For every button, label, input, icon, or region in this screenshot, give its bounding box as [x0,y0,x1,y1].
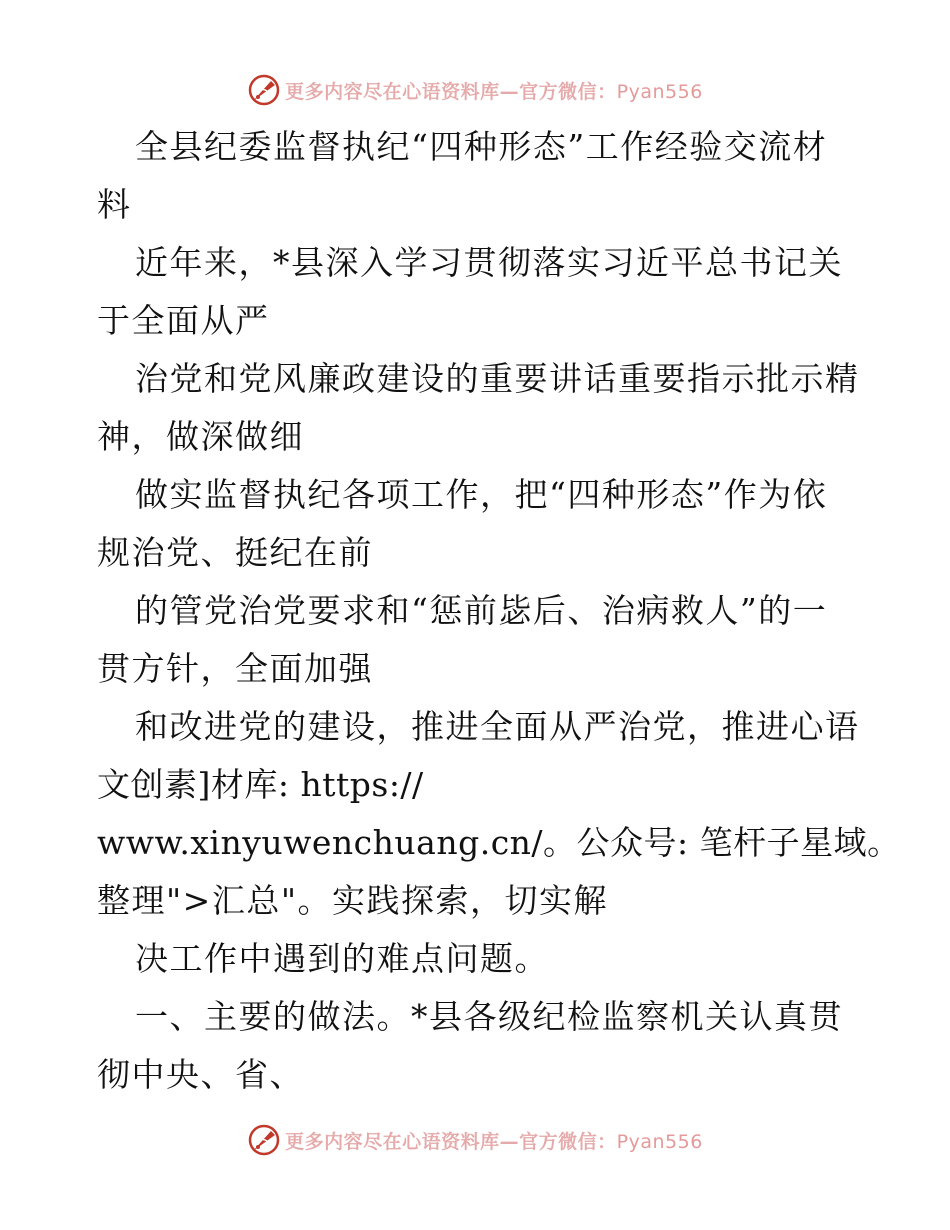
paragraph-line: 整理">汇总"。实践探索，切实解 [97,881,609,920]
watermark-id: Pyan556 [616,1130,703,1153]
paragraph-line: 治党和党风廉政建设的重要讲话重要指示批示精 [135,359,860,398]
paragraph-line: www.xinyuwenchuang.cn/。公众号: 笔杆子星域。 [97,823,901,862]
document-title-line-1: 全县纪委监督执纪“四种形态”工作经验交流材 [135,127,828,166]
watermark-text: 更多内容尽在心语资料库—官方微信：Pyan556 [285,1130,703,1153]
paragraph-line: 做实监督执纪各项工作，把“四种形态”作为依 [135,475,828,514]
paragraph-line: 文创素]材库: https:// [97,765,424,804]
watermark-header [0,68,950,112]
quill-logo-icon [247,1123,281,1157]
document-body [97,118,901,1104]
paragraph-line: 彻中央、省、 [97,1055,304,1094]
paragraph-line: 于全面从严 [97,301,270,340]
paragraph-line: 的管党治党要求和“惩前毖后、治病救人”的一 [135,591,828,630]
paragraph-line: 贯方针，全面加强 [97,649,373,688]
paragraph-line: 和改进党的建设，推进全面从严治党，推进心语 [135,707,860,746]
paragraph-line: 近年来，*县深入学习贯彻落实习近平总书记关 [135,243,843,282]
paragraph-line: 神，做深做细 [97,417,304,456]
watermark-footer [0,1118,950,1162]
watermark-id: Pyan556 [616,80,703,103]
section-heading-line: 一、主要的做法。*县各级纪检监察机关认真贯 [135,997,843,1036]
quill-logo-icon [247,73,281,107]
paragraph-line: 决工作中遇到的难点问题。 [135,939,549,978]
watermark-text: 更多内容尽在心语资料库—官方微信：Pyan556 [285,80,703,103]
paragraph-line: 规治党、挺纪在前 [97,533,373,572]
document-title-line-2: 料 [97,185,132,224]
